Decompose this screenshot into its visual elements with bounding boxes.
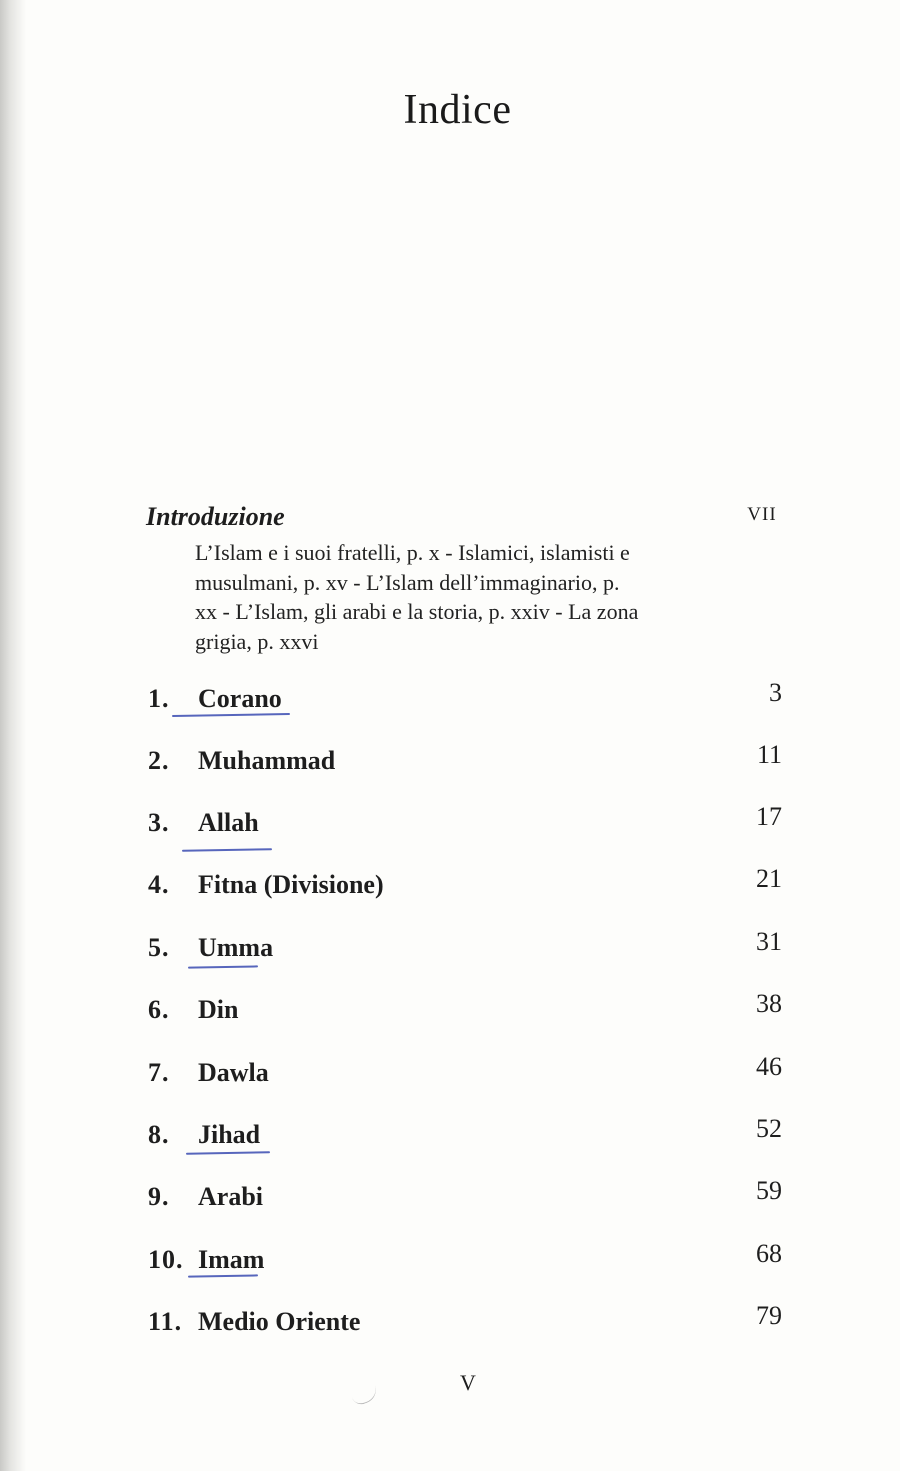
chapter-title: Allah (198, 808, 259, 837)
toc-entry-medio-oriente (148, 1301, 788, 1347)
chapter-page-number: 52 (756, 1114, 782, 1143)
toc-entry-din (148, 989, 788, 1035)
chapter-page-number: 68 (756, 1239, 782, 1268)
chapter-title: Corano (198, 684, 282, 713)
toc-entry-allah (148, 802, 788, 848)
introduction-summary-line: grigia, p. xxvi (195, 628, 319, 654)
chapter-title: Medio Oriente (198, 1307, 361, 1336)
chapter-page-number: 17 (756, 802, 782, 831)
chapter-title: Imam (198, 1245, 265, 1274)
chapter-number: 5. (148, 933, 170, 962)
toc-entry-jihad (148, 1114, 788, 1160)
pen-underline (182, 848, 272, 852)
chapter-page-number: 38 (756, 989, 782, 1018)
toc-entry-arabi (148, 1176, 788, 1222)
chapter-title: Umma (198, 933, 274, 962)
chapter-number: 8. (148, 1120, 170, 1149)
chapter-page-number: 79 (756, 1301, 782, 1330)
chapter-page-number: 31 (756, 927, 782, 956)
chapter-title: Jihad (198, 1120, 261, 1149)
chapter-number: 2. (148, 746, 170, 775)
chapter-number: 4. (148, 870, 170, 899)
page-folio: V (460, 1370, 476, 1395)
introduction-page-number: VII (747, 504, 777, 525)
chapter-page-number: 11 (756, 740, 782, 769)
chapter-number: 7. (148, 1058, 170, 1087)
chapter-page-number: 59 (756, 1176, 782, 1205)
toc-entry-muhammad (148, 740, 788, 786)
pencil-scribble (350, 1384, 380, 1407)
chapter-title: Muhammad (198, 746, 336, 775)
toc-entry-imam (148, 1239, 788, 1285)
introduction-summary-line: L’Islam e i suoi fratelli, p. x - Islamici, islamisti e (195, 540, 630, 565)
introduction-summary-line: musulmani, p. xv - L’Islam dell’immaginario, p. (195, 569, 620, 595)
chapter-number: 6. (148, 995, 170, 1024)
chapter-number: 9. (148, 1182, 170, 1211)
chapter-number: 10. (148, 1245, 184, 1274)
toc-entry-fitna (148, 864, 788, 910)
page-title: Indice (403, 87, 512, 133)
chapter-page-number: 46 (756, 1052, 782, 1081)
introduction-summary-line: xx - L’Islam, gli arabi e la storia, p. xxiv - La zona (195, 599, 639, 624)
introduction-summary (195, 538, 710, 656)
chapter-title: Din (198, 995, 239, 1024)
binding-shadow (0, 0, 26, 1471)
chapter-page-number: 21 (756, 864, 782, 893)
chapter-number: 1. (148, 684, 170, 713)
introduction-heading: Introduzione (146, 502, 285, 531)
chapter-page-number: 3 (769, 678, 782, 707)
chapter-title: Arabi (198, 1182, 263, 1211)
chapter-title: Fitna (Divisione) (198, 870, 384, 899)
toc-entry-corano (148, 678, 788, 724)
chapter-title: Dawla (198, 1058, 269, 1087)
chapter-number: 3. (148, 808, 170, 837)
toc-entry-dawla (148, 1052, 788, 1098)
chapter-number: 11. (148, 1307, 183, 1336)
